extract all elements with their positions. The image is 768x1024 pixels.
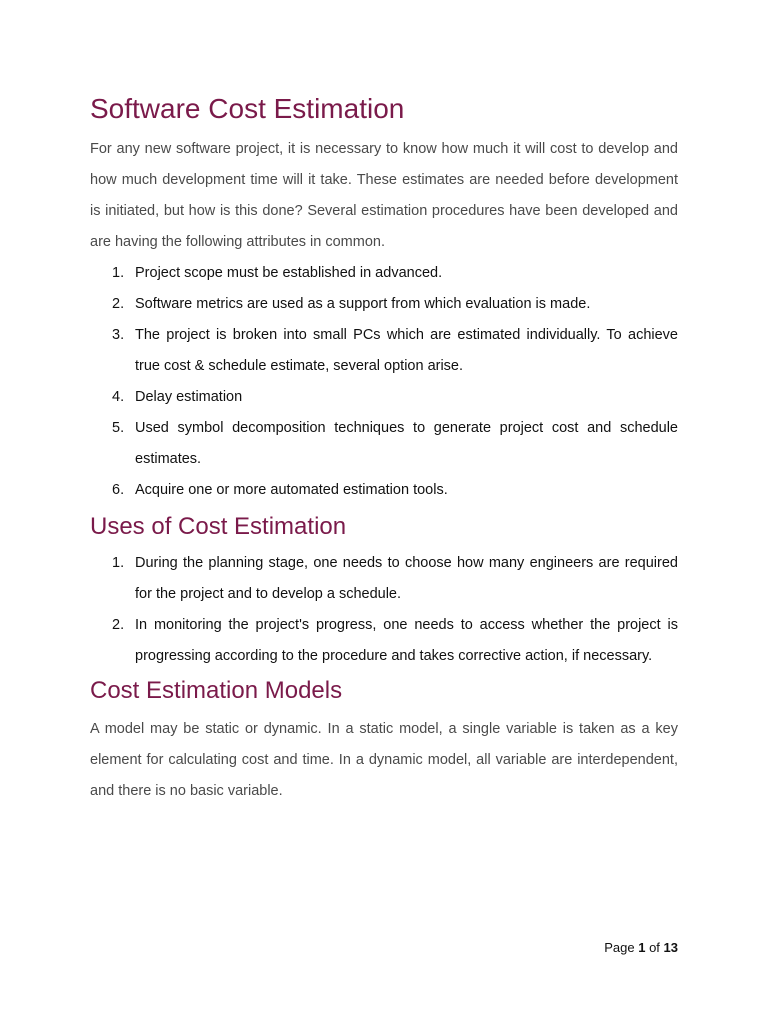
- list-item: [90, 320, 678, 382]
- list-number: 5.: [112, 420, 125, 436]
- list-item: [90, 413, 678, 475]
- list-item: [90, 548, 678, 610]
- list-item-text: The project is broken into small PCs which are estimated individually. To achieve true cost & schedule estimate, several option arise.: [135, 327, 678, 374]
- list-number: 6.: [112, 482, 125, 498]
- list-item: [90, 289, 678, 320]
- page-footer: [90, 940, 678, 955]
- list-item: [90, 610, 678, 672]
- list-number: 2.: [112, 296, 125, 312]
- list-item: [90, 475, 678, 506]
- list-item-text: Delay estimation: [135, 389, 243, 405]
- models-heading: Cost Estimation Models: [90, 677, 343, 704]
- page-label: Page: [604, 940, 635, 955]
- list-item-text: Used symbol decomposition techniques to generate project cost and schedule estimates.: [135, 420, 678, 467]
- models-paragraph: A model may be static or dynamic. In a static model, a single variable is taken as a key element for calculating cost and time. In a dynamic model, all variable are interdependent, and there is no basic variable.: [90, 721, 678, 799]
- intro-paragraph: For any new software project, it is necessary to know how much it will cost to develop and how much development time will it take. These estimates are needed before development is initiated, but how is this done? Several estimation procedures have been developed and are having the following attributes in common.: [90, 141, 678, 250]
- current-page-number: 1: [638, 940, 646, 955]
- list-item-text: Acquire one or more automated estimation tools.: [135, 482, 448, 498]
- list-number: 1.: [112, 265, 125, 281]
- attributes-list: [90, 258, 678, 506]
- page-content: [90, 90, 678, 807]
- list-item-text: Software metrics are used as a support from which evaluation is made.: [135, 296, 591, 312]
- list-number: 1.: [112, 555, 125, 571]
- list-item-text: In monitoring the project's progress, one needs to access whether the project is progressing according to the procedure and takes corrective action, if necessary.: [135, 617, 678, 664]
- list-number: 4.: [112, 389, 125, 405]
- list-item: [90, 382, 678, 413]
- page-title: Software Cost Estimation: [90, 93, 405, 124]
- total-page-count: 13: [663, 940, 678, 955]
- list-item-text: Project scope must be established in advanced.: [135, 265, 443, 281]
- uses-heading: Uses of Cost Estimation: [90, 513, 347, 540]
- list-number: 3.: [112, 327, 125, 343]
- list-item-text: During the planning stage, one needs to choose how many engineers are required for the project and to develop a schedule.: [135, 555, 678, 602]
- list-item: [90, 258, 678, 289]
- page-of-label: of: [649, 940, 660, 955]
- uses-list: [90, 548, 678, 672]
- list-number: 2.: [112, 617, 125, 633]
